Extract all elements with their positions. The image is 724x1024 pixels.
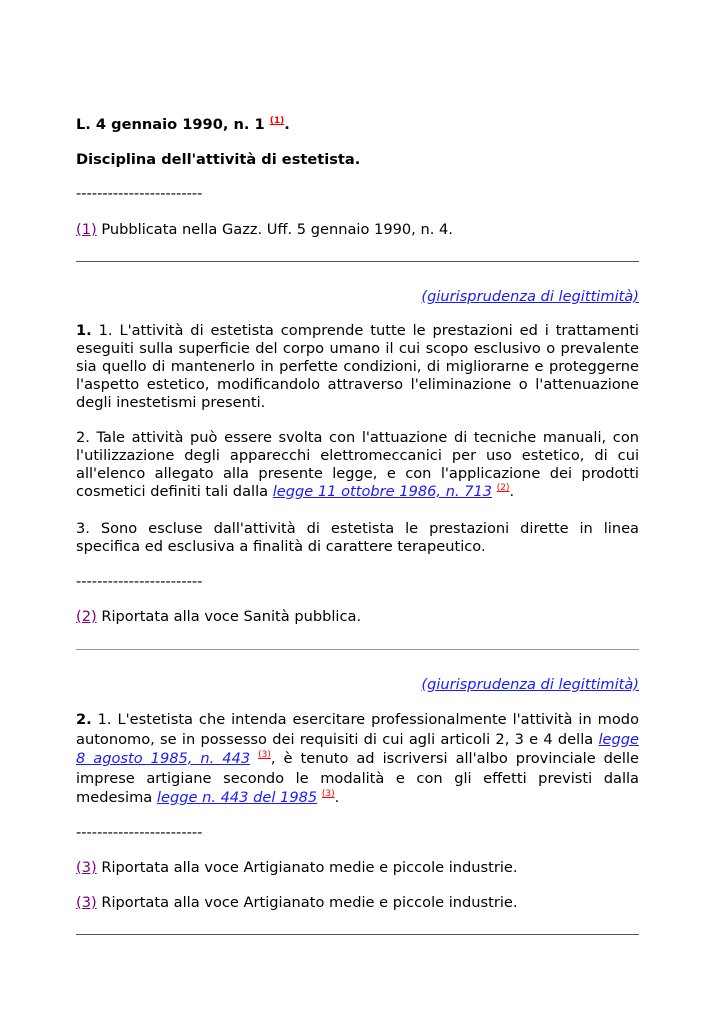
law-reference-period: . [284,116,290,133]
section-divider [76,934,639,935]
footnote-link-3b[interactable]: (3) [321,789,335,799]
jurisprudence-link-row [76,288,639,306]
jurisprudence-link-row [76,676,639,694]
section-divider [76,261,639,262]
article-number: 1. [76,322,92,339]
footnote-ref-3 [258,750,271,760]
law-link[interactable]: legge n. 443 del 1985 [156,789,318,806]
footnote-text: Pubblicata nella Gazz. Uff. 5 gennaio 1990, n. 4. [96,221,453,238]
footnote-link-3[interactable]: (3) [258,750,271,760]
section-divider [76,649,639,650]
footnote-text: Riportata alla voce Sanità pubblica. [96,608,362,625]
footnote-back-link[interactable]: (2) [76,608,97,625]
document-title: Disciplina dell'attività di estetista. [76,151,361,168]
article-1-paragraph-2 [76,429,639,501]
article-text-end: . [334,789,340,806]
article-text-end: . [509,483,515,500]
law-reference-text: L. 4 gennaio 1990, n. 1 [76,116,265,133]
article-text: , è tenuto ad iscriversi all'albo provinciale delle imprese artigiane secondo le modalità e con gli effetti previsti dalla medesima [76,750,639,806]
footnote-link-1[interactable]: (1) [269,116,285,126]
footnote-item [76,894,639,912]
law-link[interactable]: legge 8 agosto 1985, n. 443 [76,730,639,767]
footnote-text: Riportata alla voce Artigianato medie e piccole industrie. [96,859,518,876]
footnote-item [76,608,639,626]
jurisprudence-link[interactable]: (giurisprudenza di legittimità) [421,676,639,693]
footnote-item [76,221,639,239]
article-text: 1. L'estetista che intenda esercitare professionalmente l'attività in modo autonomo, se in possesso dei requisiti di cui agli articoli 2, 3 e 4 della [76,711,639,748]
footnote-ref-1 [270,116,285,126]
footnote-back-link[interactable]: (3) [76,894,97,911]
law-link[interactable]: legge 11 ottobre 1986, n. 713 [272,483,493,500]
law-reference [76,116,639,134]
article-1-paragraph-3: 3. Sono escluse dall'attività di estetista le prestazioni dirette in linea specifica ed esclusiva a finalità di carattere terapeutico. [76,520,639,555]
footnote-back-link[interactable]: (3) [76,859,97,876]
footnote-ref-2 [497,483,510,493]
article-number: 2. [76,711,92,728]
article-text: 2. Tale attività può essere svolta con l'attuazione di tecniche manuali, con l'utilizzazione degli apparecchi elettromeccanici per uso estetico, di cui all'elenco allegato alla presente legge, e con l'applicazione dei prodotti cosmetici definiti tali dalla [76,429,639,500]
footnote-link-2[interactable]: (2) [496,483,510,493]
separator: ------------------------ [76,185,203,202]
article-2-paragraph-1 [76,710,639,808]
footnote-ref-3b [322,789,335,799]
separator: ------------------------ [76,573,203,590]
jurisprudence-link[interactable]: (giurisprudenza di legittimità) [421,288,639,305]
separator: ------------------------ [76,824,203,841]
footnote-back-link[interactable]: (1) [76,221,97,238]
article-1-paragraph-1 [76,322,639,412]
article-text: 1. L'attività di estetista comprende tutte le prestazioni ed i trattamenti eseguiti sulla superficie del corpo umano il cui scopo esclusivo o prevalente sia quello di mantenerlo in perfette condizioni, di migliorarne e proteggerne l'aspetto estetico, modificandolo attraverso l'eliminazione o l'attenuazione degli inestetismi presenti. [76,322,639,411]
footnote-text: Riportata alla voce Artigianato medie e piccole industrie. [96,894,518,911]
footnote-item [76,859,639,877]
